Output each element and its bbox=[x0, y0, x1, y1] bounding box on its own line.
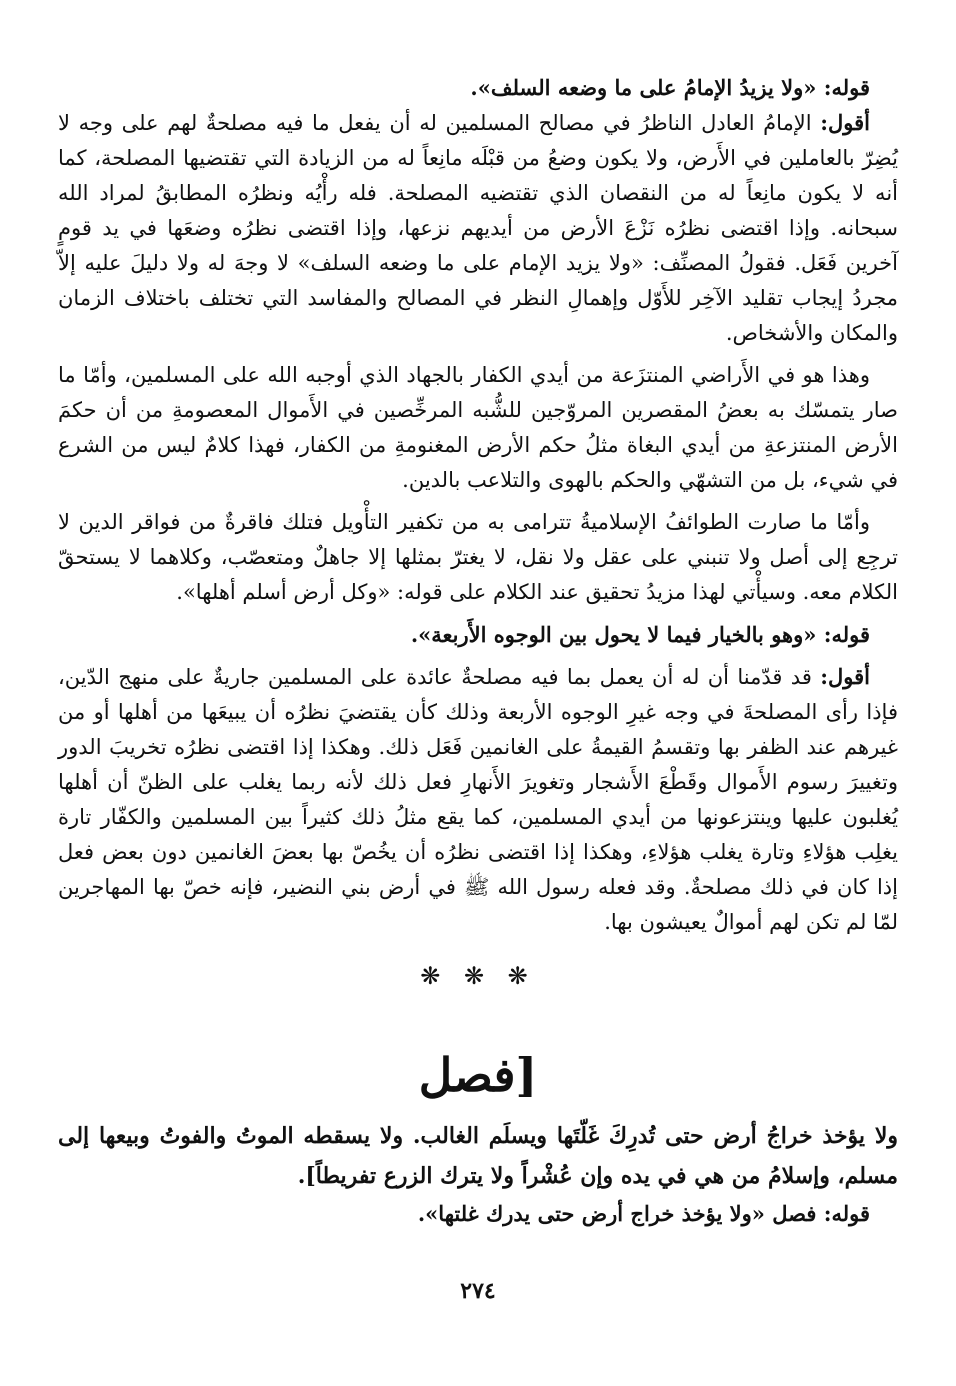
commentary-text-1: الإمامُ العادل الناظرُ في مصالح المسلمين له أن يفعل ما فيه مصلحةٌ لهم على وجه لا يُضِرّ بالعاملين في الأَرض، ولا يكون وضعُ من قبْلَه مانِعاً له من الزيادة التي تقتضيها المصلحة، كما أنه لا يكون مانِعاً له من النقصان الذي تقتضيه المصلحة. فله رأْيُه ونظرُه المطابقُ لمراد الله سبحانه. وإذا اقتضى نظرُه نَزْعَ الأرض من أيديهم نزعها، وإذا اقتضى نظرُه وضعَها في يد قومٍ آخرين فَعَل. فقولُ المصنِّف: «ولا يزيد الإمام على ما وضعه السلف» لا وجهَ له ولا دليلَ عليه إلاّ مجردُ إيجاب تقليد الآخِر للأَوّل وإهمالِ النظر في المصالح والمفاسد التي تختلف باختلاف الزمان والمكان والأشخاص. bbox=[58, 111, 898, 345]
page-number: ٢٧٤ bbox=[460, 1278, 496, 1304]
quote-line-1: قوله: «ولا يزيدُ الإمامُ على ما وضعه السلف». bbox=[470, 75, 870, 100]
quote-line-2: قوله: «وهو بالخيار فيما لا يحول بين الوجوه الأَربعة». bbox=[410, 622, 870, 647]
section-heading-fasl: [فصل bbox=[418, 1048, 538, 1102]
commentary-paragraph-2: وهذا هو في الأَراضي المنتزَعة من أيدي الكفار بالجهاد الذي أوجبه الله على المسلمين، وأمّا ما صار يتمسّك به بعضُ المقصرين المروّجين للشُّبه المرخِّصين في الأَموال المعصومةِ من أن حكمَ الأرض المنتزعةِ من أيدي البغاة مثلُ حكم الأرض المغنومةِ من الكفار، فهذا كلامٌ ليس من الشرع في شيء، بل من التشهّي والحكم بالهوى والتلاعب بالدين. bbox=[58, 363, 898, 492]
aqul-label-2: أقول: bbox=[820, 664, 870, 689]
commentary-paragraph-1 bbox=[58, 105, 898, 351]
quote-line-3: قوله: فصل «ولا يؤخذ خراج أرض حتى يدرك غلتها». bbox=[417, 1201, 870, 1226]
section-separator: ❋ ❋ ❋ bbox=[420, 962, 536, 990]
aqul-label-1: أقول: bbox=[820, 110, 870, 135]
commentary-paragraph-4 bbox=[58, 659, 898, 940]
matn-text: ولا يؤخذ خراجُ أرض حتى تُدرِكَ غَلّتَها ويسلَم الغالب. ولا يسقطه الموتُ والفوتُ وبيعها إلى مسلم، وإسلامُ من هي في يده وإن عُشْراً ولا يترك الزرع تفريطاً]. bbox=[58, 1123, 898, 1189]
page-body bbox=[58, 70, 898, 1231]
commentary-paragraph-3: وأمّا ما صارت الطوائفُ الإسلاميةُ تترامى به من تكفير التأْويل فتلك فاقرةٌ من فواقر الدين لا ترجِع إلى أصل ولا تنبني على عقل ولا نقل، لا يغترّ بمثلها إلا جاهلٌ ومتعصّب، وكلاهما لا يستحقّ الكلام معه. وسيأْتي لهذا مزيدُ تحقيق عند الكلام على قوله: «وكل أرض أسلم أهلها». bbox=[58, 510, 898, 604]
commentary-text-4: قد قدّمنا أن له أن يعمل بما فيه مصلحةٌ عائدة على المسلمين جاريةٌ على منهج الدّين، فإذا رأى المصلحةَ في وجه غيرِ الوجوه الأربعة وذلك كأن يقتضيَ نظرُه أن يبيعَها من أهلها أو من غيرهم عند الظفر بها وتقسمُ القيمةُ على الغانمين فَعَل ذلك. وهكذا إذا اقتضى نظرُه تخريبَ الدور وتغييرَ رسوم الأَموال وقَطْعَ الأَشجار وتغويرَ الأَنهارِ فعل ذلك لأنه ربما يغلب على الظنّ أن أهلها يُغلبون عليها وينتزعونها من أيدي المسلمين، كما يقع مثلُ ذلك كثيراً بين المسلمين والكفّار تارة يغلِب هؤلاءِ وتارة يغلب هؤلاءِ، وهكذا إذا اقتضى نظرُه أن يخُصّ بها بعضَ الغانمين دون بعض فعل إذا كان في ذلك مصلحةٌ. وقد فعله رسول الله ﷺ في أرض بني النضير، فإنه خصّ بها المهاجرين لمّا لم تكن لهم أموالٌ يعيشون بها. bbox=[58, 665, 898, 934]
